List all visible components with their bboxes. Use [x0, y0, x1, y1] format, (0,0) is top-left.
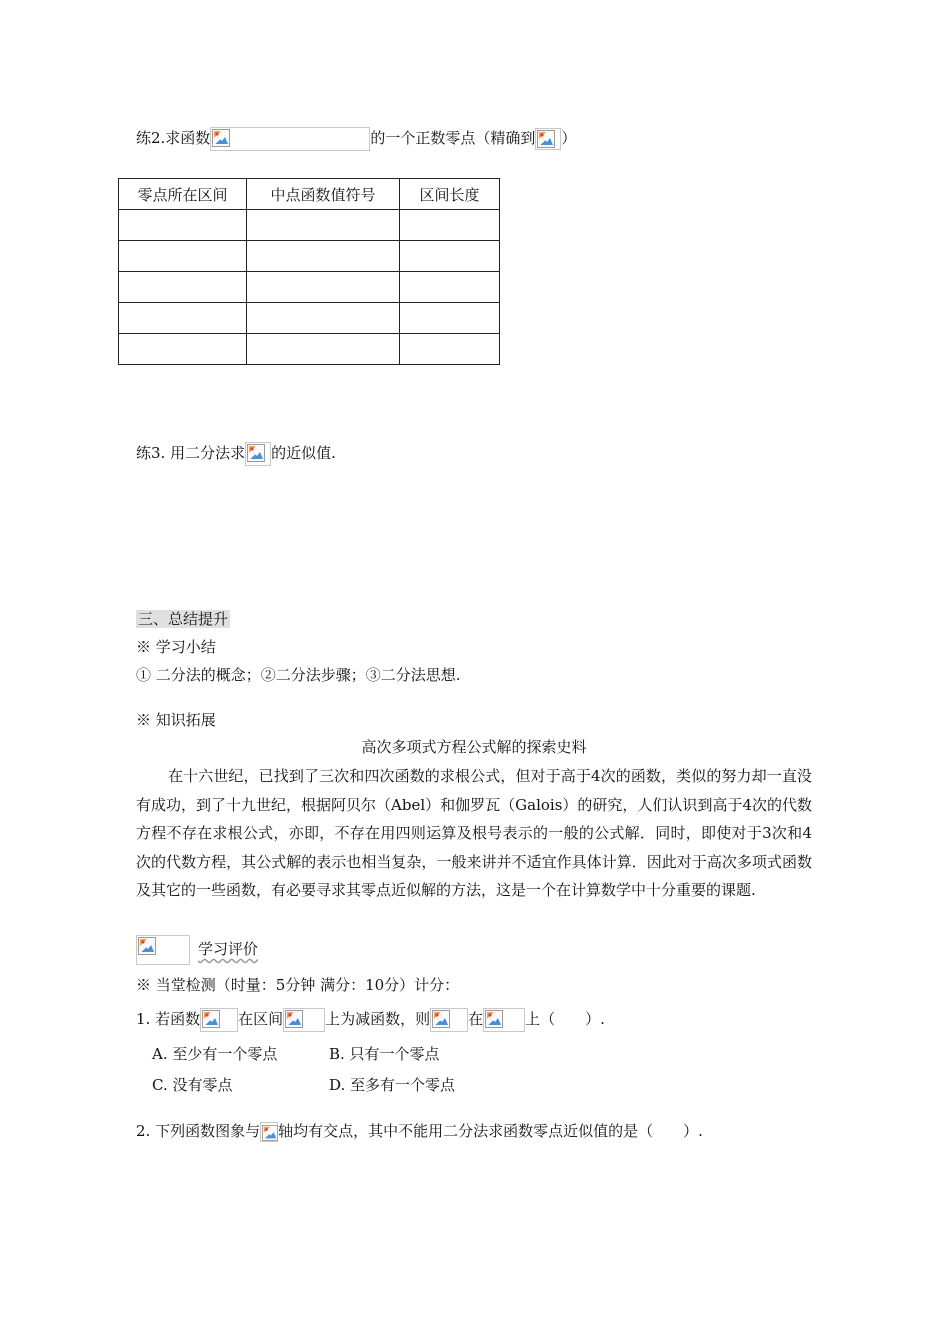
expand-title: ※ 知识拓展 — [136, 711, 216, 729]
summary-title: ※ 学习小结 — [136, 638, 216, 656]
table-cell — [247, 210, 400, 241]
q1-option-b: B. 只有一个零点 — [329, 1045, 440, 1063]
table-header: 零点所在区间 — [119, 179, 247, 210]
section-title — [136, 608, 230, 630]
broken-image-icon — [138, 937, 158, 957]
table-row — [119, 241, 500, 272]
broken-image-icon — [432, 1010, 452, 1030]
formula-image — [245, 442, 271, 466]
table-row — [119, 334, 500, 365]
formula-image — [200, 1008, 238, 1032]
broken-image-icon — [212, 129, 232, 149]
q1-text: 1. 若函数 — [136, 1010, 201, 1028]
table-header: 区间长度 — [400, 179, 500, 210]
table-cell — [400, 241, 500, 272]
broken-image-icon — [202, 1010, 222, 1030]
table-header: 中点函数值符号 — [247, 179, 400, 210]
summary-items: ① 二分法的概念；②二分法步骤；③二分法思想. — [136, 666, 461, 684]
exercise-2-middle: 的一个正数零点（精确到 — [370, 129, 536, 147]
article-title: 高次多项式方程公式解的探索史料 — [361, 738, 587, 756]
exercise-3 — [136, 442, 336, 466]
q1-text: 在 — [468, 1010, 484, 1028]
table-header-row — [119, 179, 500, 210]
table-cell — [400, 210, 500, 241]
exercise-2 — [136, 127, 576, 151]
table-cell — [119, 241, 247, 272]
bisection-table — [118, 178, 500, 365]
q1-text: 上（ ）. — [525, 1010, 605, 1028]
question-1 — [136, 1008, 605, 1032]
broken-image-icon — [247, 444, 267, 464]
table-cell — [400, 272, 500, 303]
evaluation-header — [136, 934, 258, 965]
formula-image — [483, 1008, 525, 1032]
section-icon-image — [136, 935, 190, 965]
table-cell — [400, 303, 500, 334]
formula-image — [210, 127, 370, 151]
table-cell — [247, 241, 400, 272]
test-header: ※ 当堂检测（时量：5分钟 满分：10分）计分： — [136, 976, 460, 994]
table-cell — [119, 210, 247, 241]
formula-image — [430, 1008, 468, 1032]
article-body: 在十六世纪，已找到了三次和四次函数的求根公式，但对于高于4次的函数，类似的努力却一直没有成功，到了十九世纪，根据阿贝尔（Abel）和伽罗瓦（Galois）的研究，人们认识到高于4次的代数方程不存在求根公式，亦即，不存在用四则运算及根号表示的一般的公式解．同时，即使对于3次和4次的代数方程，其公式解的表示也相当复杂，一般来讲并不适宜作具体计算．因此对于高次多项式函数及其它的一些函数，有必要寻求其零点近似解的方法，这是一个在计算数学中十分重要的课题. — [136, 767, 812, 900]
table-cell — [247, 272, 400, 303]
broken-image-icon — [262, 1124, 278, 1142]
section-title-text: 三、总结提升 — [138, 610, 229, 628]
q1-option-d: D. 至多有一个零点 — [329, 1076, 456, 1094]
question-2 — [136, 1120, 703, 1142]
q2-text: 2. 下列函数图象与 — [136, 1122, 261, 1140]
table-row — [119, 210, 500, 241]
broken-image-icon — [537, 130, 557, 150]
table-cell — [119, 334, 247, 365]
table-cell — [400, 334, 500, 365]
precision-image — [535, 128, 561, 150]
q1-option-a: A. 至少有一个零点 — [152, 1045, 278, 1063]
broken-image-icon — [285, 1010, 305, 1030]
exercise-3-suffix: 的近似值. — [271, 444, 336, 462]
q1-text: 上为减函数，则 — [325, 1010, 431, 1028]
formula-image — [283, 1008, 325, 1032]
q1-option-c: C. 没有零点 — [152, 1076, 233, 1094]
evaluation-title: 学习评价 — [198, 940, 259, 958]
table-cell — [247, 334, 400, 365]
exercise-2-prefix: 练2.求函数 — [136, 129, 211, 147]
table-cell — [119, 272, 247, 303]
exercise-3-prefix: 练3. 用二分法求 — [136, 444, 246, 462]
exercise-2-suffix: ） — [561, 129, 577, 147]
table-row — [119, 272, 500, 303]
q2-text: 轴均有交点，其中不能用二分法求函数零点近似值的是（ ）. — [278, 1122, 703, 1140]
table-cell — [247, 303, 400, 334]
table-cell — [119, 303, 247, 334]
broken-image-icon — [485, 1010, 505, 1030]
axis-image — [260, 1122, 278, 1142]
q1-text: 在区间 — [238, 1010, 284, 1028]
table-row — [119, 303, 500, 334]
